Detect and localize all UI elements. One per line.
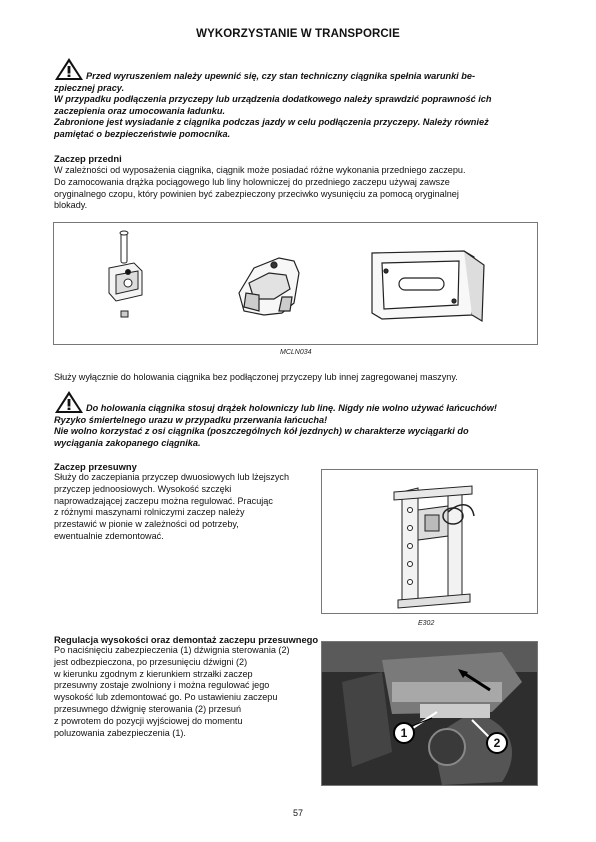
warning-line: Nie wolno korzystać z osi ciągnika (poszczególnych kół jezdnych) w charakterze wyciągarki do: [54, 426, 469, 437]
warning-line: Przed wyruszeniem należy upewnić się, czy stan techniczny ciągnika spełnia warunki be-: [86, 71, 476, 81]
figure-caption-e302: E302: [418, 620, 435, 627]
callout-1: 1: [393, 722, 415, 744]
paragraph-line: przestawić w pionie w zależności od potrzeby,: [54, 519, 239, 530]
paragraph-line: przesuwny zostaje zwolniony i można regulować jego: [54, 680, 270, 691]
figure-caption-mcln034: MCLN034: [280, 349, 312, 356]
paragraph-line: przyczep jednoosiowych. Wysokość szczęki: [54, 483, 232, 494]
warning-block-2: [54, 403, 554, 449]
section-heading-front-hitch: Zaczep przedni: [54, 153, 122, 164]
front-hitch-text: [54, 165, 554, 212]
figure-adjustment-photo: [321, 641, 538, 786]
paragraph-line: naprowadzającej zaczepu można regulować. Pracując: [54, 495, 273, 506]
page-number: 57: [292, 808, 303, 818]
warning-line: pamiętać o bezpieczeństwie pomocnika.: [54, 128, 231, 139]
figure-sliding-hitch: [321, 469, 538, 614]
warning-line: zaczepienia oraz umocowania ładunku.: [54, 105, 226, 116]
paragraph-line: wysokość lub zdemontować go. Po ustawieniu zaczepu: [54, 692, 278, 703]
warning-line: wyciągania zakopanego ciągnika.: [54, 437, 201, 448]
hitch-casting-part: [239, 258, 299, 315]
warning-line: Do holowania ciągnika stosuj drążek holowniczy lub linę. Nigdy nie wolno używać łańcuchów!: [86, 403, 497, 413]
paragraph-line: blokady.: [54, 200, 88, 211]
warning-line: Zabronione jest wysiadanie z ciągnika podczas jazdy w celu podłączenia przyczepy. Należy również: [54, 117, 489, 128]
paragraph-line: poluzowania zabezpieczenia (1).: [54, 727, 186, 738]
paragraph-line: z powrotem do pozycji wyjściowej do momentu: [54, 715, 243, 726]
warning-line: zpiecznej pracy.: [54, 82, 125, 93]
hitch-pin-part: [120, 231, 128, 263]
warning-block-1: [54, 71, 554, 141]
figure-front-hitch: [53, 222, 538, 345]
section-heading-adjustment: Regulacja wysokości oraz demontaż zaczepu przesuwnego: [54, 634, 319, 645]
hitch-bracket-part: [109, 263, 142, 317]
paragraph-line: Po naciśnięciu zabezpieczenia (1) dźwignia sterowania (2): [54, 645, 290, 655]
adjustment-text: [54, 645, 316, 739]
paragraph-line: ewentualnie zdemontować.: [54, 530, 164, 541]
paragraph-line: Do zamocowania drążka pociągowego lub liny holowniczej do przedniego zaczepu używaj zawsze: [54, 176, 450, 187]
paragraph-line: W zależności od wyposażenia ciągnika, ciągnik może posiadać różne wykonania przedniego zaczepu.: [54, 165, 466, 175]
paragraph-line: z różnymi maszynami rolniczymi zaczep należy: [54, 507, 245, 518]
page-title: WYKORZYSTANIE W TRANSPORCIE: [196, 28, 400, 40]
sliding-hitch-text: [54, 472, 316, 543]
adjustment-photo-illustration: [322, 642, 537, 785]
callout-2: 2: [486, 732, 508, 754]
hitch-plate-part: [372, 251, 484, 321]
warning-line: Ryzyko śmiertelnego urazu w przypadku przerwania łańcucha!: [54, 414, 328, 425]
section-heading-sliding-hitch: Zaczep przesuwny: [54, 461, 137, 472]
sliding-hitch-illustration: [322, 470, 537, 613]
warning-line: W przypadku podłączenia przyczepy lub urządzenia dodatkowego należy sprawdzić poprawność ich: [54, 94, 492, 105]
paragraph-line: w kierunku zgodnym z kierunkiem strzałki zaczep: [54, 668, 253, 679]
front-hitch-illustration: [54, 223, 537, 344]
paragraph-line: oryginalnego czopu, który powinien być zabezpieczony przeciwko wysunięciu za pomocą oryginalnej: [54, 188, 459, 199]
front-hitch-note: Służy wyłącznie do holowania ciągnika bez podłączonej przyczepy lub innej zagregowanej maszyny.: [54, 372, 458, 382]
paragraph-line: jest odbezpieczona, po przesunięciu dźwigni (2): [54, 656, 248, 667]
paragraph-line: przesuwnego dźwignię sterowania (2) przesuń: [54, 703, 242, 714]
paragraph-line: Służy do zaczepiania przyczep dwuosiowych lub lżejszych: [54, 472, 290, 482]
